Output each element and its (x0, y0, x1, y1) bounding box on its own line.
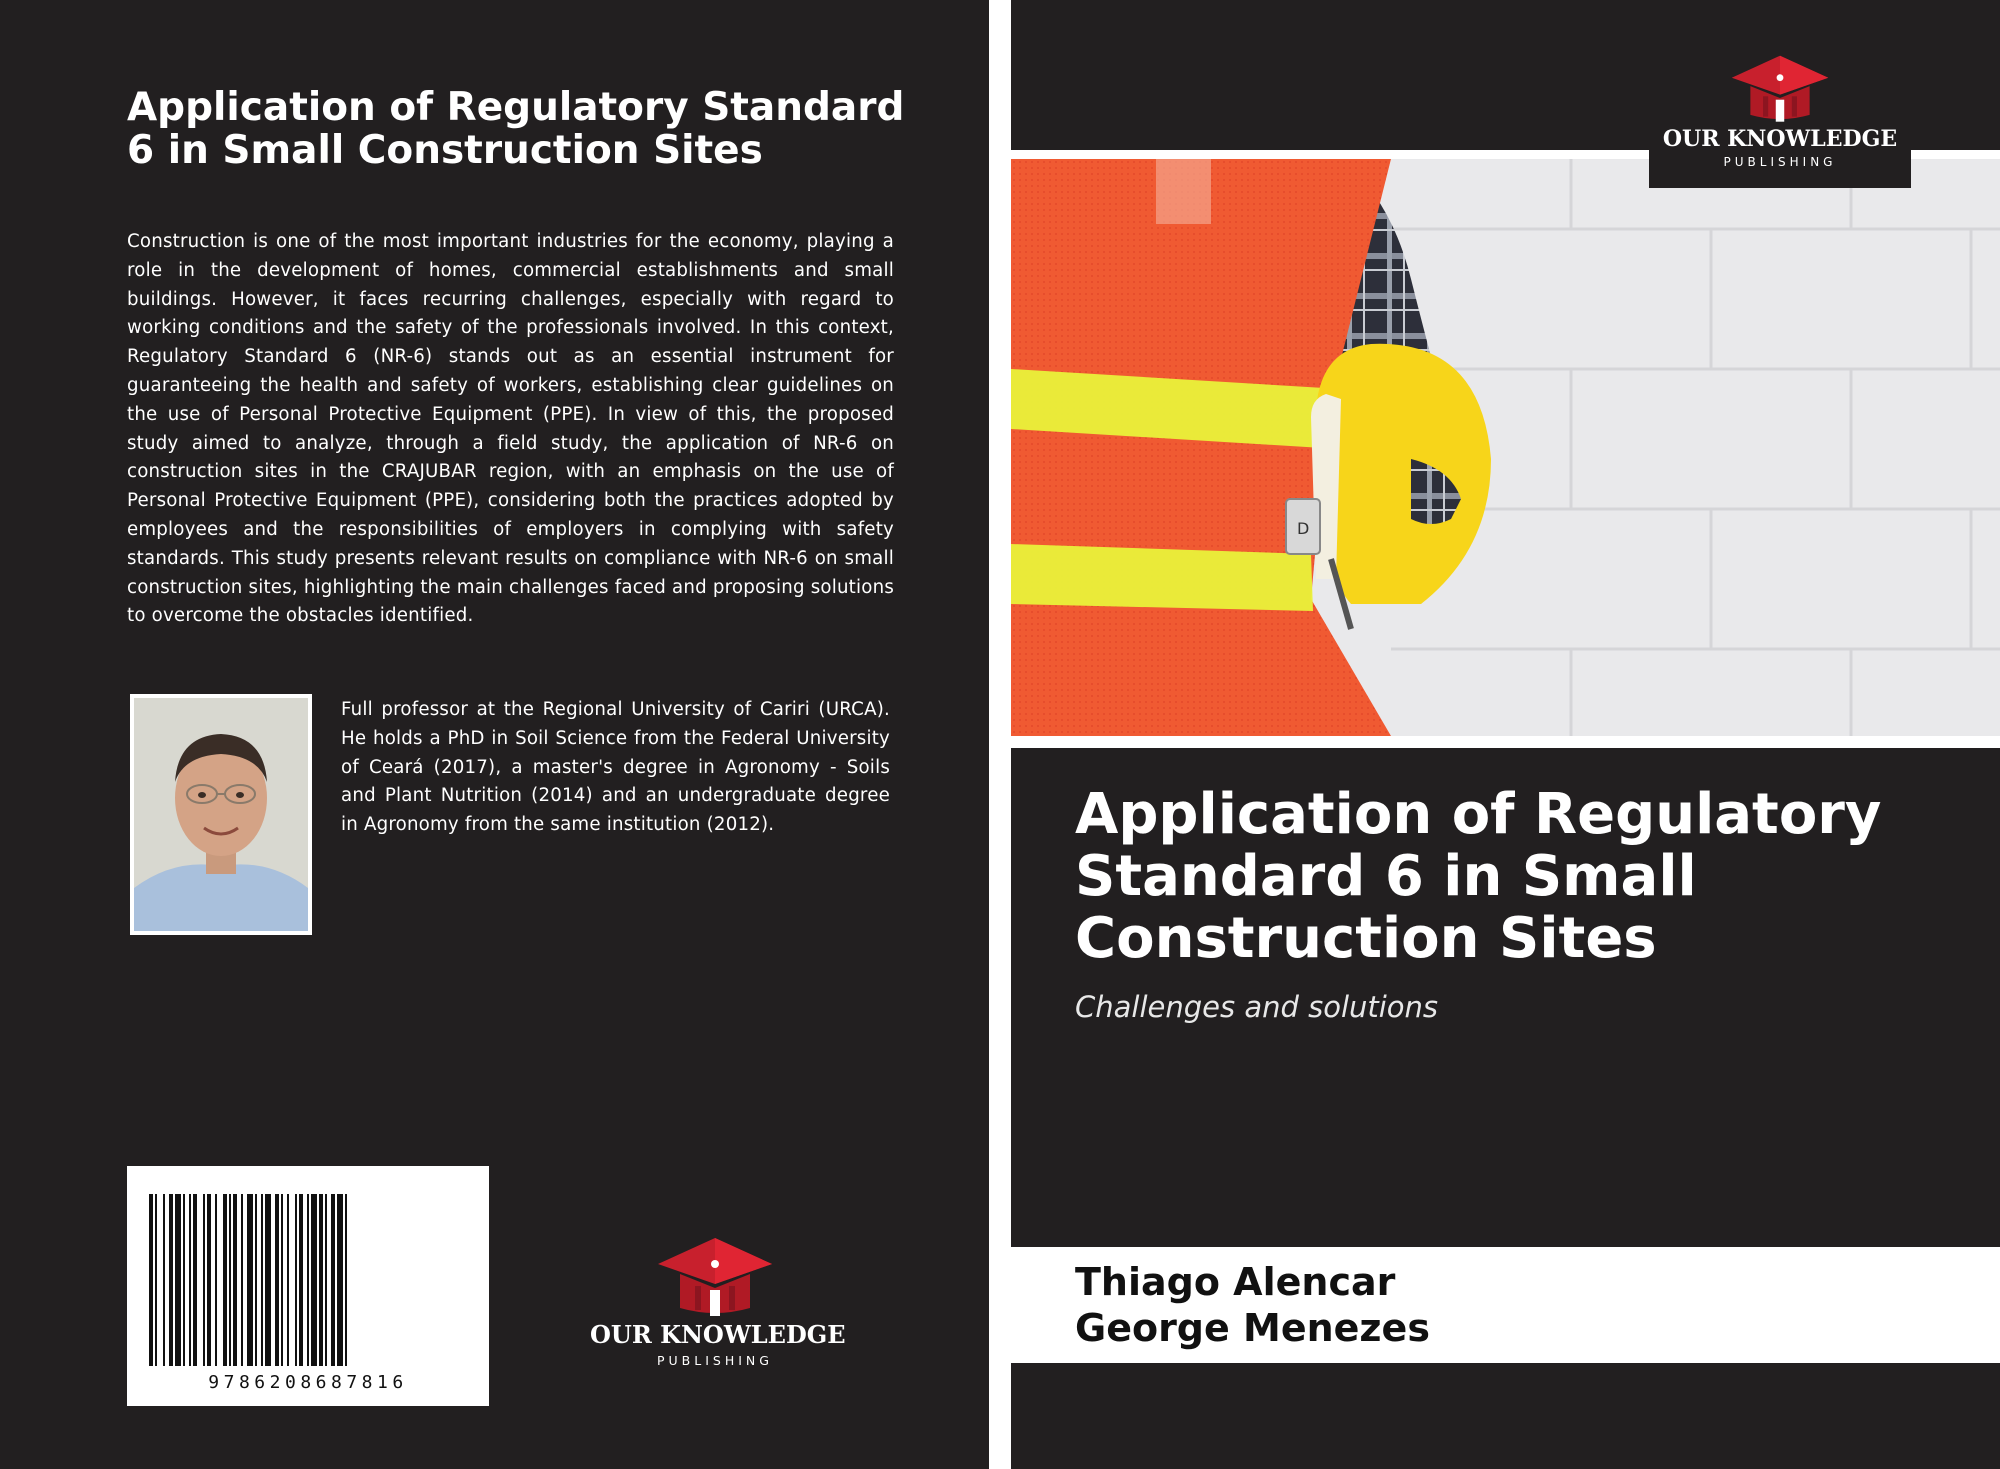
svg-text:D: D (1297, 519, 1310, 538)
back-cover (0, 0, 989, 1469)
back-cover-title: Application of Regulatory Standard 6 in Small Construction Sites (127, 85, 905, 173)
publisher-name: OUR KNOWLEDGE (1662, 126, 1898, 152)
front-cover-subtitle: Challenges and solutions (1075, 990, 1439, 1024)
barcode-bar (223, 1194, 227, 1366)
barcode-bar (265, 1194, 271, 1366)
barcode-bar (175, 1194, 181, 1366)
barcode-bar (261, 1194, 263, 1366)
barcode-bar (163, 1194, 165, 1366)
barcode-bar (193, 1194, 197, 1366)
front-cover-title: Application of Regulatory Standard 6 in Small Construction Sites (1075, 782, 1882, 971)
author-photo (130, 694, 312, 935)
front-title-band (1011, 748, 2000, 1247)
barcode-bar (331, 1194, 335, 1366)
barcode-bar (215, 1194, 217, 1366)
cover-photo-worker (1011, 159, 2000, 736)
barcode-bar (337, 1194, 343, 1366)
isbn-barcode (127, 1166, 489, 1406)
barcode-bar (233, 1194, 237, 1366)
barcode-bar (229, 1194, 231, 1366)
barcode-bar (295, 1194, 297, 1366)
barcode-bar (281, 1194, 283, 1366)
barcode-bar (155, 1194, 157, 1366)
barcode-bar (247, 1194, 253, 1366)
barcode-bar (311, 1194, 317, 1366)
front-publisher-box (1649, 0, 1911, 188)
barcode-bar (319, 1194, 323, 1366)
isbn-digits: 9786208687816 (208, 1372, 408, 1393)
barcode-bar (255, 1194, 257, 1366)
graduation-cap-icon (650, 1234, 780, 1316)
author-bio: Full professor at the Regional University of Cariri (URCA). He holds a PhD in Soil Science from the Federal University of Ceará (2017), a master's degree in Agronomy - Soils and Plant Nutrition (2014) and an undergraduate degree in Agronomy from the same institution (2012). (341, 699, 890, 836)
barcode-bar (241, 1194, 243, 1366)
barcode-bar (189, 1194, 191, 1366)
front-cover (1011, 0, 2000, 1469)
back-publisher-logo (590, 1234, 846, 1368)
barcode-bar (149, 1194, 153, 1366)
author-name: Thiago Alencar (1075, 1260, 1396, 1304)
barcode-bar (325, 1194, 327, 1366)
barcode-bar (183, 1194, 185, 1366)
barcode-bar (169, 1194, 173, 1366)
graduation-cap-icon (1725, 52, 1835, 122)
barcode-bar (287, 1194, 289, 1366)
barcode-bar (307, 1194, 309, 1366)
front-cover-authors (1075, 1259, 1430, 1351)
back-cover-blurb: Construction is one of the most important industries for the economy, playing a role in the development of homes, commercial establishments and small buildings. However, it faces recurring challenges, especially with regard to working conditions and the safety of the professionals involved. In this context, Regulatory Standard 6 (NR-6) stands out as an essential instrument for guaranteeing the health and safety of workers, establishing clear guidelines on the use of Personal Protective Equipment (PPE). In view of this, the proposed study aimed to analyze, through a field study, the application of NR-6 on construction sites in the CRAJUBAR region, with an emphasis on the use of Personal Protective Equipment (PPE), considering both the practices adopted by employees and the responsibilities of employers in complying with safety standards. This study presents relevant results on compliance with NR-6 on small construction sites, highlighting the main challenges faced and proposing solutions to overcome the obstacles identified. (127, 231, 894, 627)
barcode-bar (203, 1194, 205, 1366)
front-publisher-logo (1649, 52, 1911, 169)
publisher-sub: PUBLISHING (1723, 155, 1837, 169)
barcode-bar (299, 1194, 303, 1366)
barcode-bar (207, 1194, 211, 1366)
publisher-name: OUR KNOWLEDGE (590, 1320, 846, 1349)
publisher-sub: PUBLISHING (657, 1353, 773, 1368)
author-name: George Menezes (1075, 1306, 1430, 1350)
barcode-bar (275, 1194, 279, 1366)
front-bottom-band (1011, 1363, 2000, 1469)
barcode-bar (345, 1194, 347, 1366)
